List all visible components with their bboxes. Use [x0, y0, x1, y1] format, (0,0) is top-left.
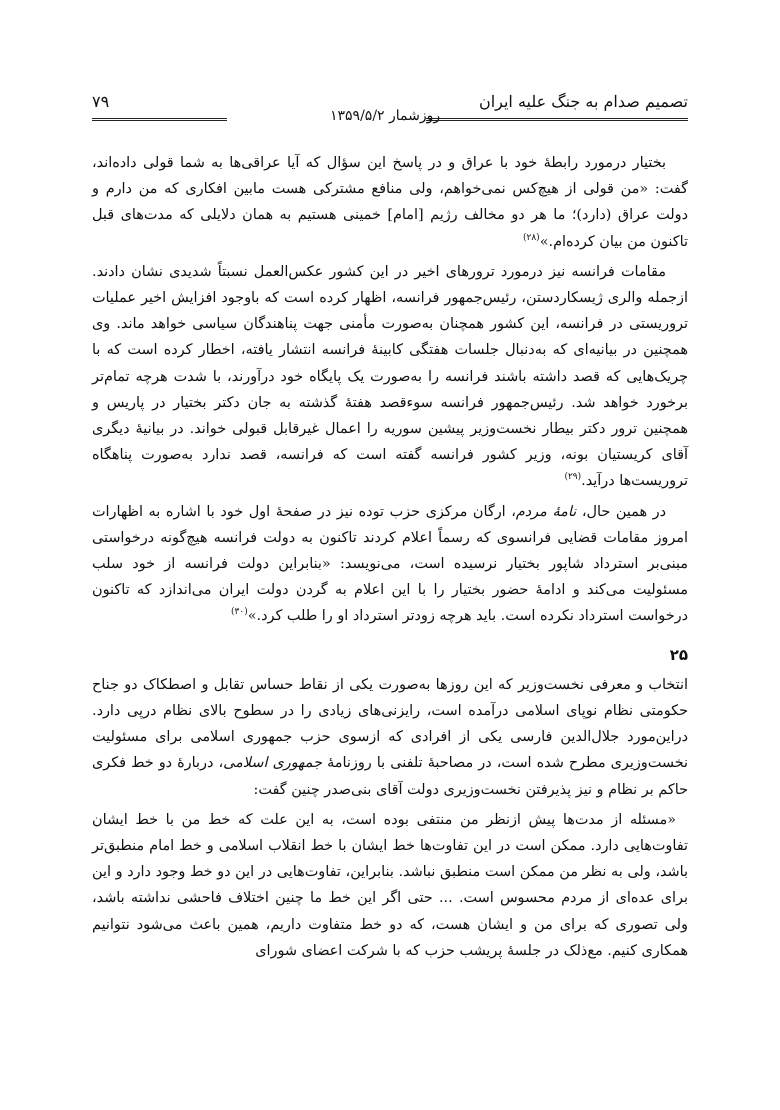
- paragraph-text: ، ارگان مرکزی حزب توده نیز در صفحهٔ اول خود با اشاره به اظهارات امروز مقامات قضایی فرانسوی که رسماً اعلام کردند تاکنون به دولت فرانسه هیچ‌گونه درخواستی مبنی‌بر استرداد شاپور بختیار نرسیده است، می‌نویسد: «بنابراین دولت فرانسه از خود سلب مسئولیت می‌کند و ادامهٔ حضور بختیار را با این اعلام به گردن دولت ایران می‌اندازد که تاکنون درخواست استرداد نکرده است. باید هرچه زودتر استرداد او را طلب کرد.»: [92, 503, 688, 625]
- paragraph-text: بختیار درمورد رابطهٔ خود با عراق و در پاسخ این سؤال که آیا عراقی‌ها به شما قولی داده‌اند، گفت: «من قولی از هیچ‌کس نمی‌خواهم، ولی منافع مشترکی هست مابین افکاری که من دارم و دولت عراق (دارد)؛ ما هر دو مخالف رژیم [امام] خمینی هستیم به همان دلایلی که مدت‌های قبل تاکنون من بیان کرده‌ام.»: [92, 155, 688, 250]
- paragraph: [92, 259, 688, 495]
- footnote-ref[interactable]: (۳۰): [231, 607, 248, 618]
- footnote-ref[interactable]: (۲۹): [564, 472, 582, 483]
- body-text: [92, 150, 688, 968]
- paragraph: [92, 499, 688, 630]
- paragraph-text: «مسئله از مدت‌ها پیش ازنظر من منتفی بوده است، به این علت که خط من با خط ایشان تفاوت‌هایی دارد. ممکن است در این تفاوت‌ها خط ایشان با خط انقلاب اسلامی و خط امام منطبق‌تر باشد، ولی به نظر من ممکن است منطبق نباشد. بنابراین، تفاوت‌هایی در این دو خط وجود دارد و این برای عده‌ای از مردم محسوس است. ... حتی اگر این خط ما چنین اختلاف فاحشی نداشته باشد، ولی تصوری که برای من و ایشان هست، که دو خط متفاوت داریم، همین باعث می‌شود نتوانیم همکاری کنیم. مع‌ذلک در جلسهٔ پریشب حزب که با شرکت اعضای شورای: [92, 811, 688, 959]
- section-number: ۲۵: [669, 645, 688, 664]
- header-rule-right: [426, 118, 688, 121]
- footnote-ref[interactable]: (۲۸): [522, 232, 540, 243]
- paragraph-text: ، دربارهٔ دو خط فکری حاکم بر نظام و نیز پذیرفتن نخست‌وزیری دولت آقای بنی‌صدر چنین گفت:: [92, 755, 688, 798]
- newspaper-name: نامهٔ مردم: [515, 503, 577, 520]
- book-title: تصمیم صدام به جنگ علیه ایران: [478, 92, 688, 111]
- paragraph: [92, 150, 688, 255]
- quote-paragraph: [92, 807, 688, 964]
- header-rule-left: [92, 118, 227, 121]
- page-number: ۷۹: [92, 92, 110, 111]
- diary-date: روزشمار ۱۳۵۹/۵/۲: [330, 108, 441, 124]
- paragraph-text: در همین حال،: [576, 503, 666, 520]
- paragraph-text: انتخاب و معرفی نخست‌وزیر که این روزها به‌صورت یکی از نقاط حساس تقابل و اصطکاک دو جناح حکومتی نظام نوپای اسلامی درآمده است، رایزنی‌های زیادی را در سطوح بالای نظام درپی دارد. دراین‌مورد جلال‌الدین فارسی یکی از افرادی که ازسوی حزب جمهوری اسلامی برای مسئولیت نخست‌وزیری مطرح شده است، در مصاحبهٔ تلفنی با روزنامهٔ: [92, 676, 688, 772]
- paragraph: [92, 672, 688, 803]
- newspaper-name: جمهوری اسلامی: [223, 755, 322, 772]
- running-header: [92, 92, 688, 128]
- paragraph-text: مقامات فرانسه نیز درمورد ترورهای اخیر در این کشور عکس‌العمل نسبتاً شدیدی نشان دادند. ازجمله والری ژیسکاردستن، رئیس‌جمهور فرانسه، اظهار کرده است که باوجود افزایش اخیر عملیات تروریستی در فرانسه، این کشور همچنان به‌صورت مأمنی جهت پناهندگان سیاسی خواهد ماند. وی همچنین در بیانیه‌ای که به‌دنبال جلسات هفتگی کابینهٔ فرانسه انتشار یافته، اخطار کرده است که با چریک‌هایی که قصد داشته باشند فرانسه را به‌صورت یک پایگاه خود درآورند، با شدت هرچه تمام‌تر برخورد خواهد شد. رئیس‌جمهور فرانسه سوءقصد هفتهٔ گذشته به جان دکتر بختیار در پاریس و همچنین ترور دکتر بیطار نخست‌وزیر پیشین سوریه را اعمال غیرقابل قبولی خواند. در بیانیهٔ دیگری آقای کریستیان بونه، وزیر کشور فرانسه گفته است که فرانسه، قصد ندارد به‌صورت پناهگاه تروریست‌ها درآید.: [92, 263, 688, 490]
